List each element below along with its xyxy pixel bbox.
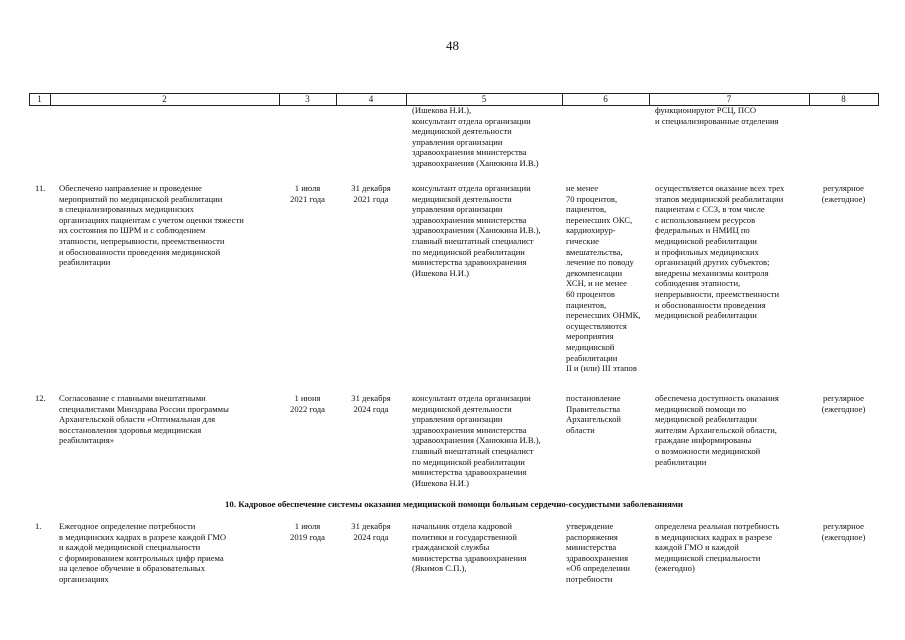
header-col-4: 4 <box>368 94 374 104</box>
continuation-responsible: (Ишекова Н.И.), консультант отдела организации медицинской деятельности управления организации здравоохранения министерства здравоохранения (Ханюкина И.В.) <box>412 105 539 168</box>
row-responsible: начальник отдела кадровой политики и государственной гражданской службы министерства здравоохранения (Якимов С.П.), <box>412 521 527 574</box>
header-col-5: 5 <box>481 94 487 104</box>
row-indicator: утверждение распоряжения министерства здравоохранения «Об определении потребности <box>566 521 631 584</box>
row-number: 12. <box>35 393 46 403</box>
row-frequency: регулярное (ежегодное) <box>821 393 866 414</box>
row-indicator: постановление Правительства Архангельской области <box>566 393 621 435</box>
row-activity: Ежегодное определение потребности в медицинских кадрах в разрезе каждой ГМО и каждой медицинской специальности с формированием контрольных цифр приема на целевое обучение в образовательных организациях <box>59 521 227 584</box>
header-col-1: 1 <box>37 94 42 104</box>
row-start-date: 1 июля 2021 года <box>290 183 325 204</box>
row-start-date: 1 июля 2019 года <box>290 521 325 542</box>
row-indicator: не менее 70 процентов, пациентов, перенесших ОКС, кардиохирур- гические вмешательства, лечение по поводу декомпенсации ХСН, и не менее 60 процентов пациентов, перенесших ОНМК, осуществляются мероприятия медицинской реабилитации II и (или) III этапов <box>566 183 641 374</box>
row-activity: Согласование с главными внештатными специалистами Минздрава России программы Архангельской области «Оптимальная для восстановления здоровья медицинская реабилитация» <box>59 393 229 446</box>
row-result: осуществляется оказание всех трех этапов медицинской реабилитации пациентам с ССЗ, в том числе с использованием ресурсов федеральных и НМИЦ по медицинской реабилитации и профильных медицинских организаций других субъектов; внедрены механизмы контроля соблюдения этапности, непрерывности, преемственности и обоснованности проведения медицинской реабилитации <box>655 183 785 321</box>
header-col-8: 8 <box>841 94 846 104</box>
row-frequency: регулярное (ежегодное) <box>821 183 866 204</box>
row-number: 11. <box>35 183 46 193</box>
row-responsible: консультант отдела организации медицинской деятельности управления организации здравоохранения министерства здравоохранения (Ханюкина И.В.), главный внештатный специалист по медицинской реабилитации министерства здравоохранения (Ишекова Н.И.) <box>412 393 541 488</box>
row-result: определена реальная потребность в медицинских кадрах в разрезе каждой ГМО и каждой медицинской специальности (ежегодно) <box>655 521 780 574</box>
plan-table <box>29 93 879 638</box>
row-end-date: 31 декабря 2024 года <box>351 521 391 542</box>
header-col-7: 7 <box>726 94 732 104</box>
col-divider <box>878 93 879 105</box>
header-col-3: 3 <box>305 94 310 104</box>
row-number: 1. <box>35 521 42 531</box>
row-end-date: 31 декабря 2024 года <box>351 393 391 414</box>
section-title: 10. Кадровое обеспечение системы оказания медицинской помощи больным сердечно-сосудистыми заболеваниями <box>225 499 683 509</box>
header-col-2: 2 <box>162 94 167 104</box>
row-result: обеспечена доступность оказания медицинской помощи по медицинской реабилитации жителям Архангельской области, граждане информированы о возможности медицинской реабилитации <box>655 393 779 467</box>
continuation-result: функционируют РСЦ, ПСО и специализированные отделения <box>655 105 779 126</box>
row-activity: Обеспечено направление и проведение мероприятий по медицинской реабилитации в специализированных медицинских организациях пациентам с учетом оценки тяжести их состояния по ШРМ и с соблюдением этапности, непрерывности, преемственности и обоснованности проведения медицинской реабилитации <box>59 183 244 268</box>
row-start-date: 1 июня 2022 года <box>290 393 325 414</box>
page-number: 48 <box>446 38 459 53</box>
header-col-6: 6 <box>603 94 608 104</box>
row-end-date: 31 декабря 2021 года <box>351 183 391 204</box>
row-responsible: консультант отдела организации медицинской деятельности управления организации здравоохранения министерства здравоохранения (Ханюкина И.В.), главный внештатный специалист по медицинской реабилитации министерства здравоохранения (Ишекова Н.И.) <box>412 183 541 278</box>
row-frequency: регулярное (ежегодное) <box>821 521 866 542</box>
